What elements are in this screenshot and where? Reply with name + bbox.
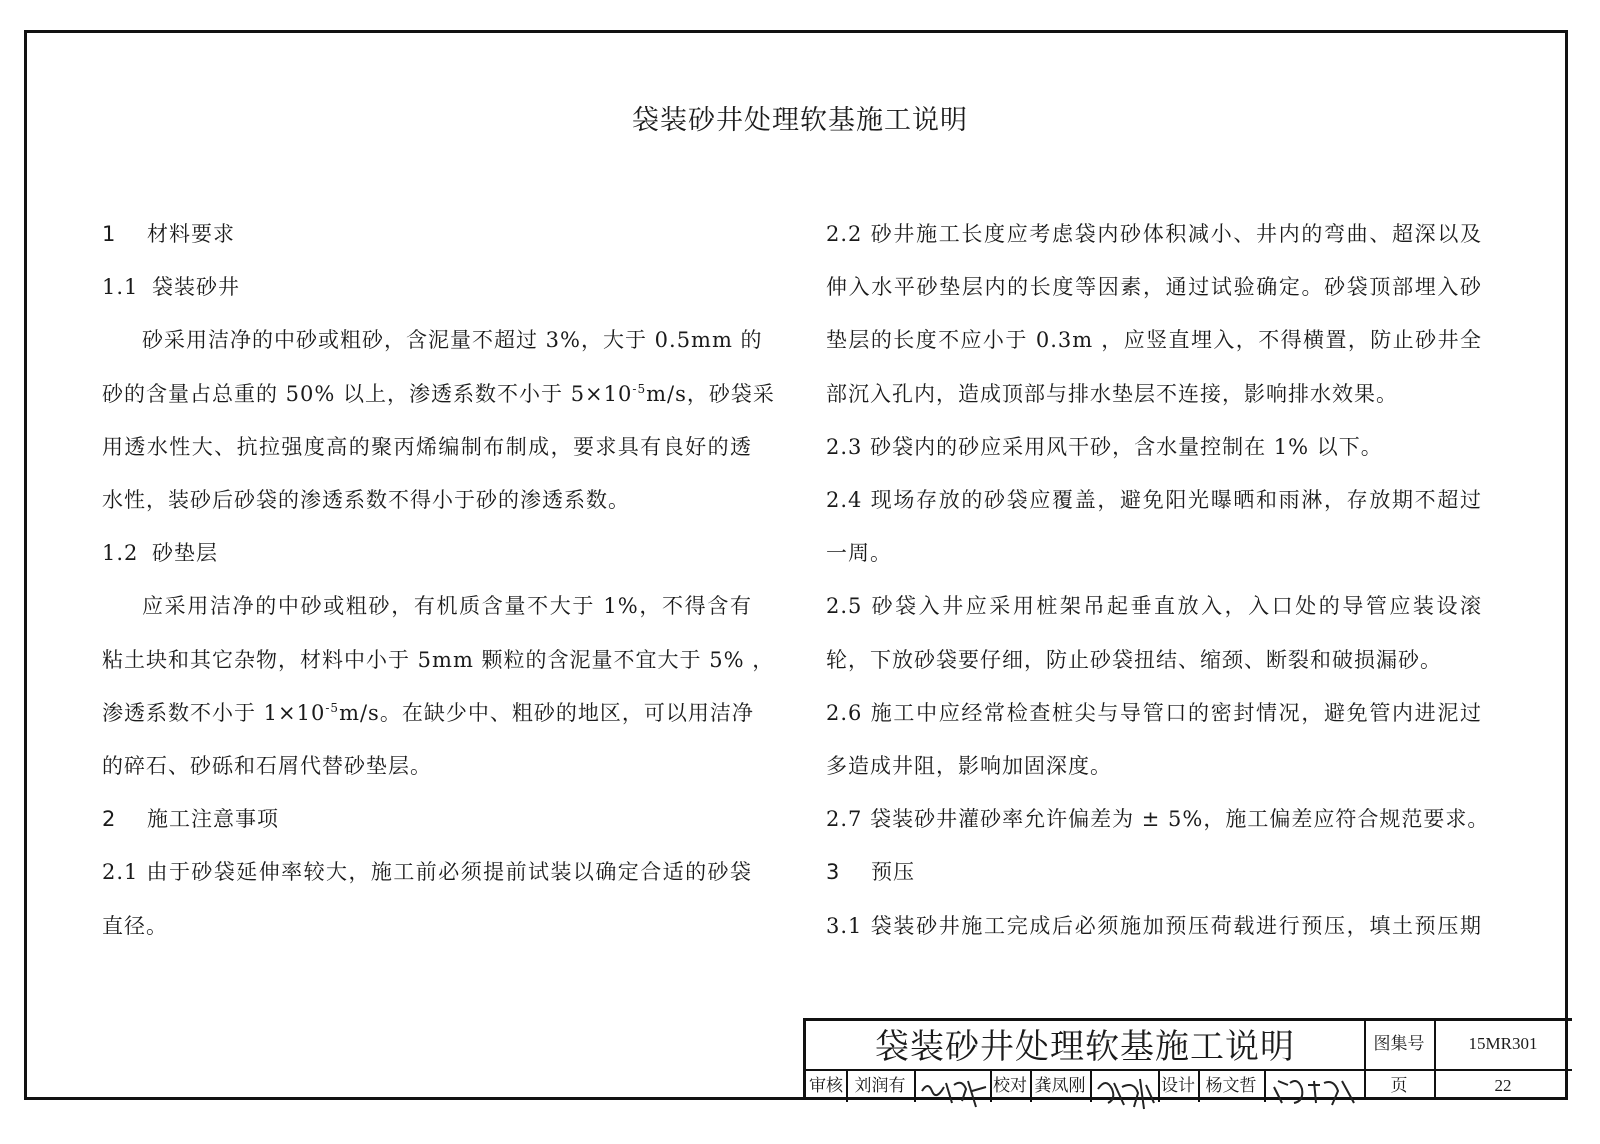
paragraph-line: 2.7 袋装砂井灌砂率允许偏差为 ± 5%，施工偏差应符合规范要求。 (826, 807, 1490, 832)
paragraph-line: 2.2 砂井施工长度应考虑袋内砂体积减小、井内的弯曲、超深以及 (826, 222, 1482, 246)
paragraph-line: 伸入水平砂垫层内的长度等因素，通过试验确定。砂袋顶部埋入砂 (826, 275, 1482, 300)
document-title: 袋装砂井处理软基施工说明 (632, 105, 968, 136)
paragraph-line: 2.6 施工中应经常检查桩尖与导管口的密封情况，避免管内进泥过 (826, 700, 1482, 725)
paragraph-line: 部沉入孔内，造成顶部与排水垫层不连接，影响排水效果。 (826, 381, 1398, 406)
page-number: 22 (1494, 1076, 1512, 1095)
reviewer-name: 刘润有 (854, 1076, 906, 1096)
paragraph-line: 2.3 砂袋内的砂应采用风干砂，含水量控制在 1% 以下。 (826, 434, 1383, 459)
page-label: 页 (1390, 1076, 1408, 1096)
subsection-heading: 1.1 袋装砂井 (102, 275, 240, 300)
paragraph-line: 水性，装砂后砂袋的渗透系数不得小于砂的渗透系数。 (102, 488, 630, 512)
paragraph-line: 2.4 现场存放的砂袋应覆盖，避免阳光曝晒和雨淋，存放期不超过 (826, 488, 1482, 512)
checker-signature (1094, 1073, 1158, 1113)
atlas-label: 图集号 (1373, 1034, 1425, 1054)
paragraph-line: 2.1 由于砂袋延伸率较大，施工前必须提前试装以确定合适的砂袋 (102, 860, 752, 885)
title-block (803, 1018, 1572, 1099)
paragraph-line: 粘土块和其它杂物，材料中小于 5mm 颗粒的含泥量不宜大于 5% ， (102, 647, 775, 672)
paragraph-line: 应采用洁净的中砂或粗砂，有机质含量不大于 1%，不得含有 (142, 594, 752, 619)
paragraph-line: 的碎石、砂砾和石屑代替砂垫层。 (102, 754, 432, 778)
paragraph-line: 3.1 袋装砂井施工完成后必须施加预压荷载进行预压，填土预压期 (826, 913, 1482, 938)
section-heading: 3 预压 (826, 860, 915, 885)
designer-label: 设计 (1161, 1076, 1195, 1096)
paragraph-line: 砂的含量占总重的 50% 以上，渗透系数不小于 $5\times 10^{-5}m/s$，砂袋采 (102, 381, 775, 406)
section-heading: 2 施工注意事项 (102, 807, 279, 832)
subsection-heading: 1.2 砂垫层 (102, 541, 218, 566)
paragraph-line: 2.5 砂袋入井应采用桩架吊起垂直放入，入口处的导管应装设滚 (826, 594, 1482, 619)
title-block-title: 袋装砂井处理软基施工说明 (875, 1027, 1295, 1067)
designer-name: 杨文哲 (1205, 1076, 1257, 1096)
paragraph-line: 轮，下放砂袋要仔细，防止砂袋扭结、缩颈、断裂和破损漏砂。 (826, 647, 1442, 672)
paragraph-line: 垫层的长度不应小于 0.3m ，应竖直埋入，不得横置，防止砂井全 (826, 328, 1482, 353)
reviewer-signature (918, 1073, 990, 1113)
section-heading: 1 材料要求 (102, 222, 235, 246)
paragraph-line: 用透水性大、抗拉强度高的聚丙烯编制布制成，要求具有良好的透 (102, 434, 752, 459)
paragraph-line: 砂采用洁净的中砂或粗砂，含泥量不超过 3%，大于 0.5mm 的 (142, 328, 763, 353)
designer-signature (1268, 1073, 1360, 1113)
paragraph-line: 一周。 (826, 541, 892, 566)
paragraph-line: 多造成井阻，影响加固深度。 (826, 754, 1112, 778)
checker-label: 校对 (993, 1076, 1027, 1096)
checker-name: 龚凤刚 (1034, 1076, 1086, 1096)
atlas-number: 15MR301 (1468, 1034, 1538, 1053)
paragraph-line: 渗透系数不小于 $1\times 10^{-5}m/s$。在缺少中、粗砂的地区，可以用洁净 (102, 700, 754, 725)
reviewer-label: 审核 (809, 1076, 843, 1096)
paragraph-line: 直径。 (102, 913, 168, 938)
